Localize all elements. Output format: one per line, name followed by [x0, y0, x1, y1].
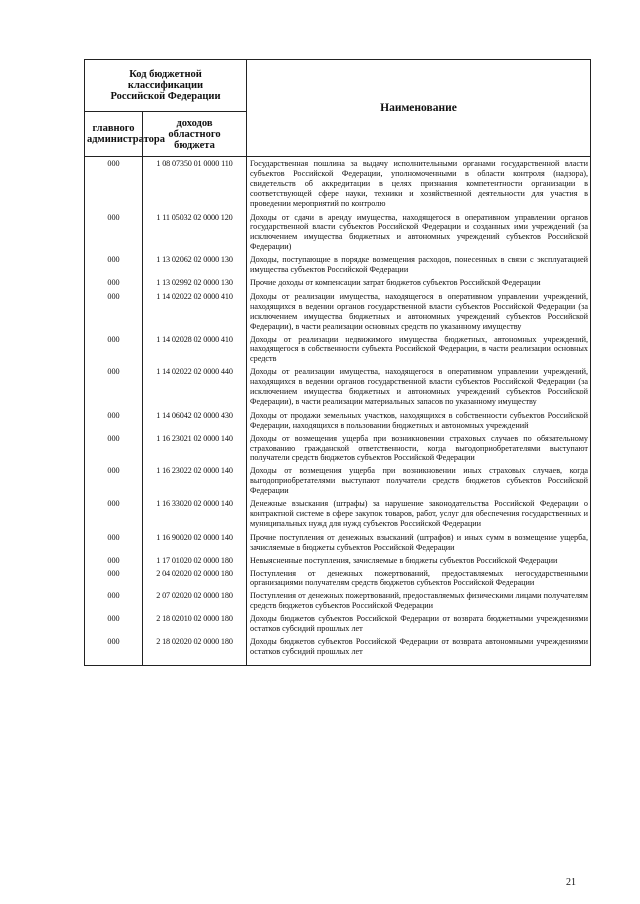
income-code-cell: 1 14 02022 02 0000 440: [143, 364, 247, 407]
table-row: [85, 252, 591, 275]
table-row: [85, 496, 591, 529]
income-code-cell: 2 07 02020 02 0000 180: [143, 588, 247, 611]
admin-code-cell: 000: [85, 553, 143, 566]
income-code-cell: 1 08 07350 01 0000 110: [143, 157, 247, 209]
income-code-cell: 1 17 01020 02 0000 180: [143, 553, 247, 566]
income-name-cell: Доходы от реализации недвижимого имущества бюджетных, автономных учреждений, находящегося в собственности субъекта Российской Федерации, в части реализации основных средств: [247, 332, 591, 365]
admin-code-cell: 000: [85, 463, 143, 496]
income-name-cell: Доходы бюджетов субъектов Российской Федерации от возврата бюджетными учреждениями остатков субсидий прошлых лет: [247, 611, 591, 634]
admin-code-cell: 000: [85, 566, 143, 589]
admin-code-cell: 000: [85, 252, 143, 275]
admin-code-cell: 000: [85, 588, 143, 611]
table-row: [85, 529, 591, 553]
budget-classification-table: [84, 59, 591, 666]
income-name-cell: Доходы от возмещения ущерба при возникновении иных страховых случаев, когда выгодоприобретателями выступают получатели средств бюджетов субъектов Российской Федерации: [247, 463, 591, 496]
income-name-cell: Доходы от продажи земельных участков, находящихся в собственности субъектов Российской Федерации, находящихся в пользовании бюджетных и автономных учреждений: [247, 407, 591, 431]
table-row: [85, 407, 591, 431]
admin-code-cell: 000: [85, 209, 143, 253]
kbk-group-header: Код бюджетной классификации Российской Федерации: [85, 60, 247, 112]
income-column-header: доходов областного бюджета: [143, 112, 247, 157]
income-name-cell: Поступления от денежных пожертвований, предоставляемых негосударственными организациями получателям средств бюджетов субъектов Российской Федерации: [247, 566, 591, 589]
income-name-cell: Прочие доходы от компенсации затрат бюджетов субъектов Российской Федерации: [247, 275, 591, 288]
page-number: 21: [566, 877, 576, 888]
income-code-cell: 1 16 90020 02 0000 140: [143, 529, 247, 553]
name-column-header: Наименование: [247, 60, 591, 157]
admin-column-header: главного администратора: [85, 112, 143, 157]
table-row: [85, 157, 591, 209]
income-name-cell: Доходы, поступающие в порядке возмещения расходов, понесенных в связи с эксплуатацией имущества субъектов Российской Федерации: [247, 252, 591, 275]
income-name-cell: Поступления от денежных пожертвований, предоставляемых физическими лицами получателям средств бюджетов субъектов Российской Федерации: [247, 588, 591, 611]
table-row: [85, 288, 591, 332]
table-row: [85, 611, 591, 634]
table-row: [85, 463, 591, 496]
income-name-cell: Государственная пошлина за выдачу исполнительными органами государственной власти субъектов Российской Федерации, уполномоченными в области контроля (надзора), свидетельств об аккредитации в целях признания компетентности организации в соответствующей сфере науки, техники и хозяйственной деятельности для участия в проведении мероприятий по контролю: [247, 157, 591, 209]
income-name-cell: Денежные взыскания (штрафы) за нарушение законодательства Российской Федерации о контрактной системе в сфере закупок товаров, работ, услуг для обеспечения государственных и муниципальных нужд для нужд субъектов Российской Федерации: [247, 496, 591, 529]
income-code-cell: 1 13 02992 02 0000 130: [143, 275, 247, 288]
admin-code-cell: 000: [85, 611, 143, 634]
table-row: [85, 634, 591, 665]
admin-code-cell: 000: [85, 332, 143, 365]
income-code-cell: 2 04 02020 02 0000 180: [143, 566, 247, 589]
income-code-cell: 2 18 02010 02 0000 180: [143, 611, 247, 634]
income-name-cell: Доходы от сдачи в аренду имущества, находящегося в оперативном управлении органов государственной власти субъектов Российской Федерации и созданных ими учреждений (за исключением имущества бюджетных и автономных учреждений субъектов Российской Федерации): [247, 209, 591, 253]
income-name-cell: Доходы бюджетов субъектов Российской Федерации от возврата автономными учреждениями остатков субсидий прошлых лет: [247, 634, 591, 665]
table-row: [85, 332, 591, 365]
admin-code-cell: 000: [85, 275, 143, 288]
table-body: [85, 157, 591, 666]
table-row: [85, 553, 591, 566]
income-code-cell: 1 16 33020 02 0000 140: [143, 496, 247, 529]
table-row: [85, 588, 591, 611]
table-header: [85, 60, 591, 157]
admin-code-cell: 000: [85, 157, 143, 209]
admin-code-cell: 000: [85, 634, 143, 665]
table-row: [85, 364, 591, 407]
income-name-cell: Доходы от реализации имущества, находящегося в оперативном управлении учреждений, находящихся в ведении органов государственной власти субъектов Российской Федерации (за исключением имущества бюджетных и автономных учреждений субъектов Российской Федерации), в части реализации материальных запасов по указанному имуществу: [247, 364, 591, 407]
income-code-cell: 1 11 05032 02 0000 120: [143, 209, 247, 253]
admin-code-cell: 000: [85, 288, 143, 332]
income-name-cell: Доходы от возмещения ущерба при возникновении страховых случаев по обязательному страхованию гражданской ответственности, когда выгодоприобретателями выступают получатели средств бюджетов субъектов Российской Федерации: [247, 431, 591, 464]
admin-code-cell: 000: [85, 364, 143, 407]
income-code-cell: 1 14 06042 02 0000 430: [143, 407, 247, 431]
income-name-cell: Невыясненные поступления, зачисляемые в бюджеты субъектов Российской Федерации: [247, 553, 591, 566]
income-code-cell: 1 16 23022 02 0000 140: [143, 463, 247, 496]
table-row: [85, 431, 591, 464]
table-row: [85, 275, 591, 288]
table-row: [85, 566, 591, 589]
income-code-cell: 1 14 02028 02 0000 410: [143, 332, 247, 365]
income-code-cell: 1 14 02022 02 0000 410: [143, 288, 247, 332]
table-row: [85, 209, 591, 253]
admin-code-cell: 000: [85, 431, 143, 464]
admin-code-cell: 000: [85, 529, 143, 553]
income-name-cell: Доходы от реализации имущества, находящегося в оперативном управлении учреждений, находящихся в ведении органов государственной власти субъектов Российской Федерации (за исключением имущества бюджетных и автономных учреждений субъектов Российской Федерации), в части реализации основных средств по указанному имуществу: [247, 288, 591, 332]
income-code-cell: 1 13 02062 02 0000 130: [143, 252, 247, 275]
admin-code-cell: 000: [85, 407, 143, 431]
income-code-cell: 2 18 02020 02 0000 180: [143, 634, 247, 665]
income-code-cell: 1 16 23021 02 0000 140: [143, 431, 247, 464]
income-name-cell: Прочие поступления от денежных взысканий (штрафов) и иных сумм в возмещение ущерба, зачисляемые в бюджеты субъектов Российской Федерации: [247, 529, 591, 553]
admin-code-cell: 000: [85, 496, 143, 529]
